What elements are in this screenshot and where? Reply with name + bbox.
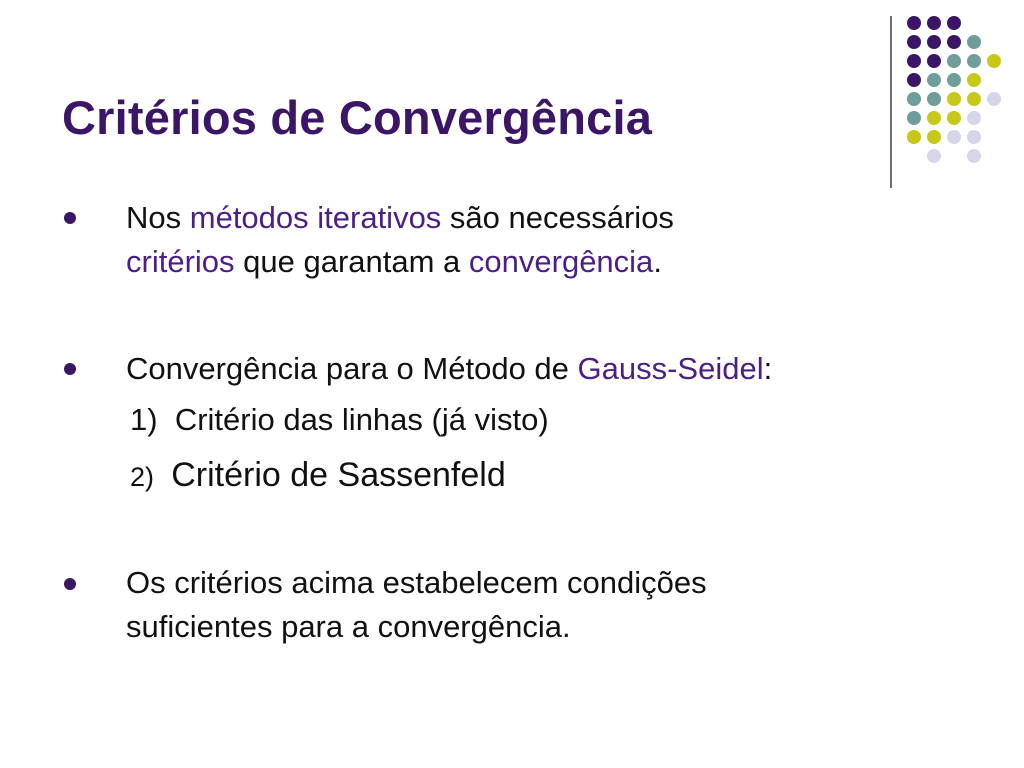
decorative-dot [907, 130, 921, 144]
decorative-dot [987, 54, 1001, 68]
decorative-dot [947, 35, 961, 49]
sub-item-1-number: 1) [130, 402, 158, 437]
bullet-1-part-2: são necessários [441, 200, 674, 235]
decorative-dot [967, 35, 981, 49]
decorative-dot [927, 130, 941, 144]
decorative-dot [907, 54, 921, 68]
sub-item-1 [130, 400, 549, 440]
decorative-dot [907, 111, 921, 125]
bullet-2-highlight: Gauss-Seidel [577, 351, 764, 386]
decorative-dot [927, 73, 941, 87]
decorative-dot [947, 92, 961, 106]
decorative-dot [927, 16, 941, 30]
decorative-dot [947, 73, 961, 87]
decorative-dot [967, 92, 981, 106]
decorative-dot [907, 73, 921, 87]
bullet-1-marker [64, 212, 76, 224]
decorative-dot [927, 92, 941, 106]
bullet-1-highlight-2: critérios [126, 244, 235, 279]
bullet-1-highlight-3: convergência [468, 244, 654, 279]
sub-item-2-number: 2) [130, 462, 155, 492]
bullet-2-marker [64, 363, 76, 375]
bullet-3-marker [64, 578, 76, 590]
bullet-3-line-2: suficientes para a convergência. [126, 609, 571, 644]
decorative-dot [927, 54, 941, 68]
decorative-dot [967, 130, 981, 144]
decorative-dot [907, 16, 921, 30]
bullet-3-text [126, 561, 707, 649]
bullet-3-line-1: Os critérios acima estabelecem condições [126, 565, 707, 600]
bullet-2-part-2: : [763, 351, 773, 386]
decorative-dot [947, 130, 961, 144]
decorative-dot [907, 35, 921, 49]
bullet-2-part-1: Convergência para o Método de [126, 351, 578, 386]
bullet-2-text [126, 347, 772, 391]
bullet-1-part-4: . [653, 244, 662, 279]
slide-title: Critérios de Convergência [62, 91, 653, 144]
decorative-dot [987, 92, 1001, 106]
decorative-dot [967, 111, 981, 125]
bullet-1-part-3: que garantam a [234, 244, 469, 279]
decorative-dot [967, 149, 981, 163]
bullet-1-highlight-1: métodos iterativos [189, 200, 442, 235]
decorative-dot [927, 35, 941, 49]
bullet-1-part-1: Nos [126, 200, 190, 235]
decorative-dot [967, 73, 981, 87]
decorative-dot [967, 54, 981, 68]
sub-item-2-text: Critério de Sassenfeld [171, 456, 506, 494]
bullet-1-text [126, 196, 674, 284]
decorative-dot [907, 92, 921, 106]
decorative-dot [927, 149, 941, 163]
decorative-dot [947, 54, 961, 68]
sub-item-1-text: Critério das linhas (já visto) [174, 402, 549, 437]
sub-item-2 [130, 455, 506, 497]
decorative-divider-line [890, 16, 892, 188]
decorative-dot [947, 111, 961, 125]
decorative-dot [947, 16, 961, 30]
decorative-dot [927, 111, 941, 125]
